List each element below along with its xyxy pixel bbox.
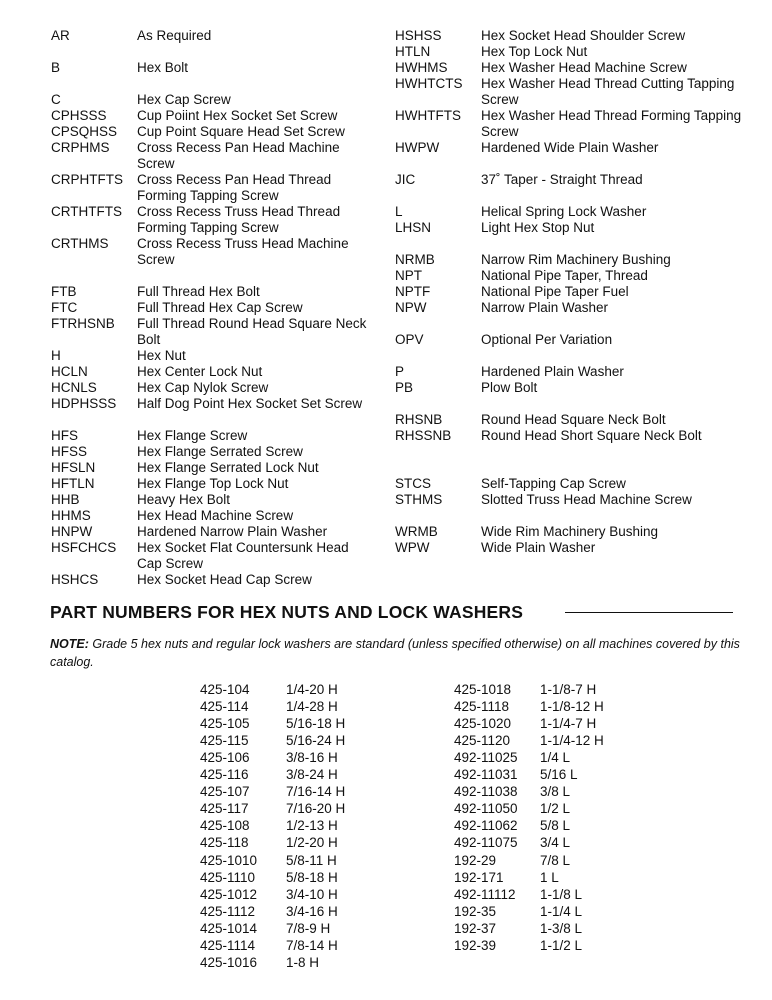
part-size: 5/8-18 H	[286, 869, 338, 885]
abbreviation-description: Optional Per Variation	[481, 332, 613, 347]
abbreviation-description: Full Thread Hex Cap Screw	[137, 300, 303, 315]
abbreviation-code: HTLN	[395, 44, 431, 59]
part-size: 7/8-14 H	[286, 937, 338, 953]
part-number: 425-1020	[454, 716, 512, 732]
abbreviation-description: Hex Bolt	[137, 60, 189, 75]
abbreviation-description: Hex Flange Screw	[137, 428, 248, 443]
abbreviation-description: Half Dog Point Hex Socket Set Screw	[137, 396, 363, 411]
abbreviation-description: Narrow Plain Washer	[481, 300, 609, 315]
abbreviation-description: Hex Socket Head Cap Screw	[137, 572, 312, 587]
section-title-rule	[565, 612, 733, 613]
abbreviation-code: NPT	[395, 268, 422, 283]
abbreviation-code: HSHSS	[395, 28, 442, 43]
abbreviation-code: L	[395, 204, 403, 219]
part-number: 492-11025	[454, 750, 518, 766]
part-number: 425-1112	[200, 903, 256, 919]
abbreviation-description: Hex Washer Head Machine Screw	[481, 60, 687, 75]
abbreviation-description: Narrow Rim Machinery Bushing	[481, 252, 671, 267]
abbreviation-code: HWHMS	[395, 60, 448, 75]
part-number: 425-114	[200, 699, 249, 715]
part-size: 1/4-28 H	[286, 699, 338, 715]
abbreviation-description: Cross Recess Pan Head Machine Screw	[137, 140, 340, 171]
part-number: 425-108	[200, 818, 250, 834]
part-number: 192-171	[454, 869, 504, 885]
abbreviation-code: RHSNB	[395, 412, 443, 427]
abbreviation-code: CRTHMS	[51, 236, 109, 251]
section-title: PART NUMBERS FOR HEX NUTS AND LOCK WASHERS	[50, 602, 524, 622]
abbreviation-code: HWHTCTS	[395, 76, 463, 91]
abbreviation-description: Cup Point Square Head Set Screw	[137, 124, 345, 139]
abbreviation-description: Wide Rim Machinery Bushing	[481, 524, 659, 539]
part-size: 1-1/4-7 H	[540, 716, 597, 732]
part-size: 3/4-16 H	[286, 903, 338, 919]
part-size: 1-1/2 L	[540, 937, 583, 953]
part-size: 1-1/4 L	[540, 903, 583, 919]
part-number: 425-117	[200, 801, 249, 817]
abbreviation-code: HFSS	[51, 444, 88, 459]
part-size: 1/2 L	[540, 801, 571, 817]
abbreviation-code: HWHTFTS	[395, 108, 461, 123]
part-size: 3/8-16 H	[286, 750, 338, 766]
abbreviation-code: PB	[395, 380, 414, 395]
abbreviation-description: National Pipe Taper Fuel	[481, 284, 629, 299]
abbreviation-description: Hex Cap Screw	[137, 92, 231, 107]
abbreviation-code: JIC	[395, 172, 416, 187]
catalog-note	[50, 635, 740, 671]
part-number: 425-1114	[200, 937, 256, 953]
abbreviation-code: HNPW	[51, 524, 93, 539]
abbreviation-description: National Pipe Taper, Thread	[481, 268, 648, 283]
abbreviation-description: Hex Washer Head Thread Cutting Tapping Screw	[481, 76, 735, 107]
abbreviation-description: Self-Tapping Cap Screw	[481, 476, 626, 491]
part-number: 192-35	[454, 903, 497, 919]
abbreviation-code: H	[51, 348, 61, 363]
part-size: 7/16-14 H	[286, 784, 346, 800]
part-number: 425-1010	[200, 852, 258, 868]
part-size: 1-1/8-12 H	[540, 699, 604, 715]
part-number: 425-105	[200, 716, 250, 732]
abbreviation-description: Round Head Square Neck Bolt	[481, 412, 666, 427]
part-number: 192-29	[454, 852, 497, 868]
part-size: 3/4-10 H	[286, 886, 338, 902]
part-number: 425-116	[200, 767, 249, 783]
abbreviation-code: OPV	[395, 332, 424, 347]
abbreviation-code: FTB	[51, 284, 77, 299]
abbreviation-code: NPW	[395, 300, 427, 315]
part-size: 1-3/8 L	[540, 920, 583, 936]
abbreviation-code: FTC	[51, 300, 78, 315]
part-size: 1 L	[540, 869, 559, 885]
part-number: 425-1018	[454, 682, 512, 697]
abbreviation-description: Hardened Wide Plain Washer	[481, 140, 659, 155]
abbreviation-code: CPHSSS	[51, 108, 107, 123]
part-size: 1/2-20 H	[286, 835, 338, 851]
part-size: 5/16-24 H	[286, 733, 346, 749]
abbreviation-code: WPW	[395, 540, 430, 555]
part-number: 492-11031	[454, 767, 518, 783]
abbreviation-description: 37˚ Taper - Straight Thread	[481, 172, 643, 187]
abbreviation-code: HWPW	[395, 140, 440, 155]
part-number: 425-1118	[454, 699, 510, 715]
abbreviation-description: Round Head Short Square Neck Bolt	[481, 428, 702, 443]
abbreviation-description: Hex Flange Serrated Lock Nut	[137, 460, 319, 475]
part-number: 425-104	[200, 682, 250, 697]
part-size: 3/8-24 H	[286, 767, 338, 783]
part-size: 3/8 L	[540, 784, 571, 800]
part-size: 7/16-20 H	[286, 801, 346, 817]
abbreviation-code: HCNLS	[51, 380, 97, 395]
part-number: 192-37	[454, 920, 497, 936]
part-size: 1-8 H	[286, 954, 320, 970]
part-size: 5/16-18 H	[286, 716, 346, 732]
abbreviation-code: LHSN	[395, 220, 432, 235]
part-size: 1-1/8 L	[540, 886, 583, 902]
abbreviation-description: Hex Cap Nylok Screw	[137, 380, 269, 395]
note-text: Grade 5 hex nuts and regular lock washers are standard (unless specified otherwise) on all machines covered by this catalog.	[50, 637, 740, 669]
part-number: 425-118	[200, 835, 249, 851]
abbreviation-code: STHMS	[395, 492, 443, 507]
abbreviation-description: Hex Head Machine Screw	[137, 508, 294, 523]
note-label: NOTE:	[50, 637, 89, 651]
part-size: 3/4 L	[540, 835, 571, 851]
abbreviation-description: Full Thread Hex Bolt	[137, 284, 260, 299]
abbreviation-code: HFS	[51, 428, 78, 443]
abbreviation-description: Helical Spring Lock Washer	[481, 204, 647, 219]
abbreviation-description: Hex Nut	[137, 348, 186, 363]
abbreviation-code: AR	[51, 28, 70, 43]
part-size: 1/4 L	[540, 750, 571, 766]
part-size: 7/8-9 H	[286, 920, 331, 936]
abbreviation-description: Hardened Plain Washer	[481, 364, 624, 379]
abbreviation-description: Hex Center Lock Nut	[137, 364, 263, 379]
part-number: 425-1012	[200, 886, 258, 902]
abbreviation-code: FTRHSNB	[51, 316, 115, 331]
part-size: 5/8-11 H	[286, 852, 337, 868]
abbreviation-code: HFTLN	[51, 476, 95, 491]
abbreviation-description: Wide Plain Washer	[481, 540, 596, 555]
part-number: 492-11062	[454, 818, 518, 834]
abbreviation-code: CRTHTFTS	[51, 204, 122, 219]
abbreviation-description: Light Hex Stop Nut	[481, 220, 595, 235]
abbreviation-code: HDPHSSS	[51, 396, 117, 411]
abbreviation-code: CRPHMS	[51, 140, 110, 155]
abbreviation-description: Hardened Narrow Plain Washer	[137, 524, 328, 539]
part-size: 1/4-20 H	[286, 682, 338, 697]
abbreviation-code: HSHCS	[51, 572, 99, 587]
part-number: 492-11075	[454, 835, 518, 851]
abbreviation-code: HCLN	[51, 364, 88, 379]
part-number: 492-11050	[454, 801, 518, 817]
part-number: 425-1014	[200, 920, 258, 936]
part-size: 5/16 L	[540, 767, 578, 783]
abbreviation-code: CRPHTFTS	[51, 172, 123, 187]
part-size: 1-1/8-7 H	[540, 682, 597, 697]
abbreviation-code: C	[51, 92, 61, 107]
abbreviation-code: HHB	[51, 492, 80, 507]
part-number: 425-1120	[454, 733, 511, 749]
part-number: 425-1016	[200, 954, 258, 970]
part-size: 1/2-13 H	[286, 818, 338, 834]
abbreviation-description: Plow Bolt	[481, 380, 538, 395]
abbreviation-description: Cross Recess Truss Head Thread Forming Tapping Screw	[137, 204, 341, 235]
abbreviation-description: Hex Flange Serrated Screw	[137, 444, 303, 459]
part-number: 192-39	[454, 937, 497, 953]
abbreviation-code: WRMB	[395, 524, 438, 539]
part-size: 5/8 L	[540, 818, 571, 834]
abbreviation-description: Cross Recess Pan Head Thread Forming Tapping Screw	[137, 172, 332, 203]
abbreviation-code: RHSSNB	[395, 428, 452, 443]
abbreviation-description: Slotted Truss Head Machine Screw	[481, 492, 692, 507]
abbreviation-description: Hex Flange Top Lock Nut	[137, 476, 289, 491]
part-number: 492-11038	[454, 784, 518, 800]
abbreviation-description: Hex Top Lock Nut	[481, 44, 588, 59]
part-number: 425-1110	[200, 869, 256, 885]
abbreviation-description: Hex Washer Head Thread Forming Tapping Screw	[481, 108, 742, 139]
abbreviation-code: NPTF	[395, 284, 431, 299]
abbreviation-code: CPSQHSS	[51, 124, 118, 139]
part-number: 492-11112	[454, 886, 516, 902]
abbreviation-description: Heavy Hex Bolt	[137, 492, 231, 507]
abbreviation-description: Hex Socket Flat Countersunk Head Cap Screw	[137, 540, 349, 571]
abbreviation-code: STCS	[395, 476, 432, 491]
abbreviation-description: Full Thread Round Head Square Neck Bolt	[137, 316, 367, 347]
abbreviation-code: NRMB	[395, 252, 435, 267]
abbreviation-code: B	[51, 60, 61, 75]
part-number: 425-115	[200, 733, 249, 749]
abbreviation-description: Hex Socket Head Shoulder Screw	[481, 28, 686, 43]
abbreviation-code: HFSLN	[51, 460, 96, 475]
part-size: 1-1/4-12 H	[540, 733, 604, 749]
abbreviation-code: HSFCHCS	[51, 540, 117, 555]
abbreviation-description: As Required	[137, 28, 212, 43]
abbreviation-description: Cross Recess Truss Head Machine Screw	[137, 236, 349, 267]
abbreviation-description: Cup Poiint Hex Socket Set Screw	[137, 108, 338, 123]
abbreviation-code: P	[395, 364, 405, 379]
abbreviation-code: HHMS	[51, 508, 91, 523]
part-number: 425-107	[200, 784, 250, 800]
part-number: 425-106	[200, 750, 250, 766]
part-size: 7/8 L	[540, 852, 571, 868]
